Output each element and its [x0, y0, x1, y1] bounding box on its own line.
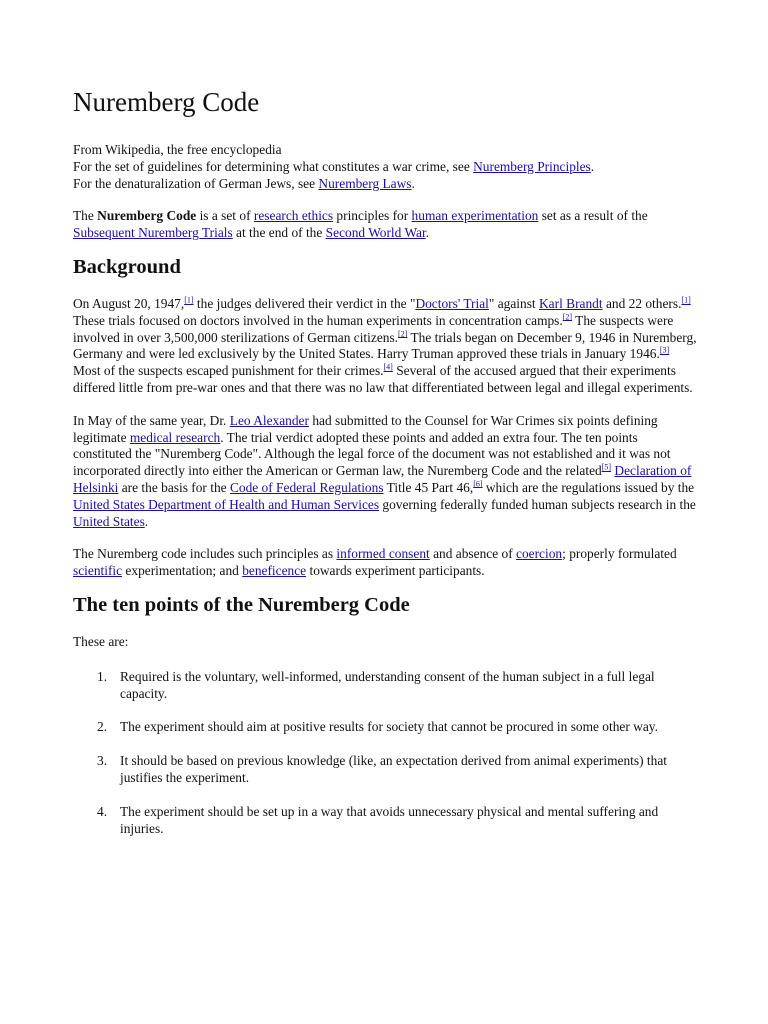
reference-2[interactable]	[398, 329, 407, 338]
tagline: From Wikipedia, the free encyclopedia	[73, 142, 282, 157]
item-number: 2.	[97, 719, 108, 735]
hatnote-principles	[73, 159, 698, 176]
reference-6[interactable]	[473, 479, 482, 488]
text: is a set of	[196, 208, 254, 224]
reference-2[interactable]	[563, 312, 572, 321]
item-text: The experiment should be set up in a way that avoids unnecessary physical and mental suffering and injuries.	[120, 803, 659, 836]
reference-link[interactable]: [4]	[383, 362, 393, 372]
link-medical-research[interactable]: medical research	[129, 429, 221, 445]
text: The Nuremberg code includes such principles as	[73, 546, 337, 562]
reference-link[interactable]: [5]	[601, 462, 612, 472]
heading-ten-points: The ten points of the Nuremberg Code	[73, 593, 410, 616]
background-paragraph-3	[73, 546, 698, 580]
text: experimentation; and	[122, 563, 243, 579]
item-text: Required is the voluntary, well-informed, understanding consent of the human subject in a full legal capacity.	[120, 668, 655, 701]
text: .	[144, 513, 149, 529]
intro-paragraph	[73, 208, 698, 242]
hatnote-text: For the denaturalization of German Jews, see	[73, 175, 319, 191]
reference-link[interactable]: [1]	[184, 295, 194, 305]
list-item	[73, 753, 698, 787]
reference-1[interactable]	[681, 296, 690, 305]
text: at the end of the	[232, 225, 326, 241]
bold-term: Nuremberg Code	[97, 208, 197, 224]
text: which are the regulations issued by the	[482, 479, 695, 495]
text: governing federally funded human subjects research in the	[379, 496, 696, 512]
link-beneficence[interactable]: beneficence	[242, 563, 307, 579]
text: " against	[488, 295, 539, 311]
link-doctors-trial[interactable]: Doctors' Trial	[415, 295, 489, 311]
link-second-world-war[interactable]: Second World War	[325, 225, 426, 241]
link-united-states[interactable]: United States	[73, 513, 145, 529]
reference-3[interactable]	[660, 346, 669, 355]
reference-link[interactable]: [2]	[398, 329, 408, 339]
link-leo-alexander[interactable]: Leo Alexander	[229, 412, 309, 428]
text: Most of the suspects escaped punishment for their crimes.	[73, 363, 384, 379]
text: In May of the same year, Dr.	[73, 412, 230, 428]
text: On August 20, 1947,	[73, 295, 185, 311]
text: the judges delivered their verdict in the "	[193, 295, 416, 311]
link-coercion[interactable]: coercion	[516, 546, 563, 562]
link-nuremberg-principles[interactable]: Nuremberg Principles	[473, 158, 591, 174]
link-code-of-federal-regulations[interactable]: Code of Federal Regulations	[229, 479, 384, 495]
text: .	[425, 225, 430, 241]
text: Title 45 Part 46,	[383, 479, 474, 495]
text: had submitted to the Counsel for War Crimes six points defining legitimate	[73, 412, 658, 445]
text: . The trial verdict adopted these points and added an extra four. The ten points constituted the "Nuremberg Code". Although the legal force of the document was not established and it was not incorporated directly into either the American or German law, the Nuremberg Code and the related	[73, 429, 671, 479]
link-karl-brandt[interactable]: Karl Brandt	[539, 295, 603, 311]
text: ; properly formulated	[562, 546, 677, 562]
link-declaration-of-helsinki[interactable]: Declaration of Helsinki	[73, 463, 692, 495]
heading-background: Background	[73, 255, 181, 278]
link-scientific[interactable]: scientific	[73, 563, 123, 579]
link-subsequent-trials[interactable]: Subsequent Nuremberg Trials	[73, 225, 233, 241]
item-number: 1.	[97, 668, 108, 684]
item-text: It should be based on previous knowledge (like, an expectation derived from animal experiments) that justifies the experiment.	[120, 753, 667, 785]
text: and 22 others.	[602, 295, 682, 311]
text: principles for	[333, 208, 412, 224]
page-title: Nuremberg Code	[73, 87, 260, 117]
text: Several of the accused argued that their experiments differed little from pre-war ones and that there was no law that differentiated between legal and illegal experiments.	[73, 363, 693, 395]
item-number: 3.	[97, 753, 108, 769]
hatnote-laws	[73, 176, 698, 193]
list-item	[73, 719, 698, 736]
text: and absence of	[429, 546, 517, 562]
reference-link[interactable]: [1]	[681, 295, 691, 305]
text: The suspects were involved in over 3,500,000 sterilizations of German citizens.	[73, 312, 674, 345]
text: These trials focused on doctors involved in the human experiments in concentration camps.	[73, 312, 563, 328]
reference-1[interactable]	[184, 296, 193, 305]
link-nuremberg-laws[interactable]: Nuremberg Laws	[318, 175, 412, 191]
reference-link[interactable]: [2]	[562, 312, 573, 322]
article	[73, 84, 698, 854]
list-item	[73, 669, 698, 703]
reference-link[interactable]: [3]	[659, 345, 670, 355]
link-hhs[interactable]: United States Department of Health and Human Services	[73, 496, 380, 512]
reference-link[interactable]: [6]	[473, 479, 483, 489]
item-text: The experiment should aim at positive results for society that cannot be procured in some other way.	[120, 719, 658, 735]
hatnote-text: .	[411, 175, 415, 191]
text: are the basis for the	[118, 479, 230, 495]
ten-points-lead: These are:	[73, 633, 129, 649]
list-item	[73, 804, 698, 838]
reference-5[interactable]	[602, 463, 611, 472]
link-research-ethics[interactable]: research ethics	[253, 208, 334, 224]
text: towards experiment participants.	[306, 563, 485, 579]
reference-4[interactable]	[384, 363, 393, 372]
link-informed-consent[interactable]: informed consent	[336, 546, 430, 562]
hatnote-text: .	[590, 158, 595, 174]
item-number: 4.	[97, 803, 108, 819]
ten-points-list	[73, 669, 698, 838]
link-human-experimentation[interactable]: human experimentation	[411, 208, 539, 224]
text: The trials began on December 9, 1946 in Nuremberg, Germany and were led exclusively by the United States. Harry Truman approved these trials in January 1946.	[73, 329, 697, 362]
background-paragraph-2	[73, 413, 698, 531]
hatnote-text: For the set of guidelines for determining what constitutes a war crime, see	[73, 158, 474, 174]
text: The	[73, 208, 98, 224]
text: set as a result of the	[538, 208, 648, 224]
background-paragraph-1	[73, 296, 698, 397]
